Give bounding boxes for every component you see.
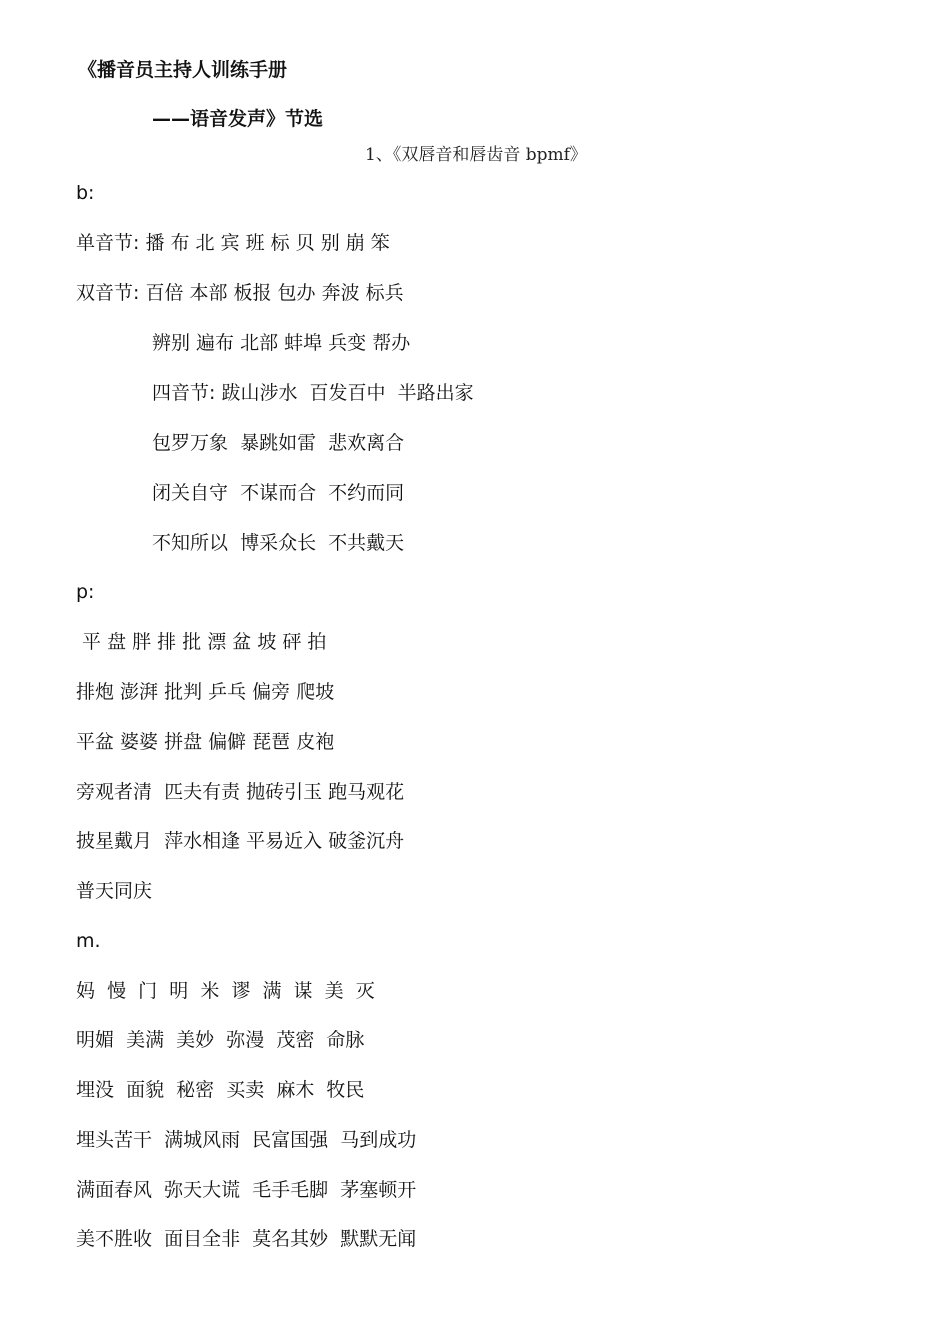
section-heading-m: m.: [76, 930, 101, 952]
m-line: 妈 慢 门 明 米 谬 满 谋 美 灭: [76, 980, 375, 1002]
p-line: 旁观者清 匹夫有责 抛砖引玉 跑马观花: [76, 781, 405, 803]
m-line: 美不胜收 面目全非 莫名其妙 默默无闻: [76, 1228, 417, 1250]
b-line: 包罗万象 暴跳如雷 悲欢离合: [152, 432, 405, 454]
p-line: 排炮 澎湃 批判 乒乓 偏旁 爬坡: [76, 681, 335, 703]
b-line: 闭关自守 不谋而合 不约而同: [152, 482, 405, 504]
b-line: 双音节: 百倍 本部 板报 包办 奔波 标兵: [76, 282, 404, 304]
document-title-line1: 《播音员主持人训练手册: [78, 59, 288, 81]
b-line: 不知所以 博采众长 不共戴天: [152, 532, 405, 554]
b-line: 单音节: 播 布 北 宾 班 标 贝 别 崩 笨: [76, 232, 390, 254]
document-title-line2: ——语音发声》节选: [152, 108, 324, 130]
p-line: 披星戴月 萍水相逢 平易近入 破釜沉舟: [76, 830, 405, 852]
b-line: 辨别 遍布 北部 蚌埠 兵变 帮办: [152, 332, 411, 354]
m-line: 满面春风 弥天大谎 毛手毛脚 茅塞顿开: [76, 1179, 417, 1201]
lesson-subtitle: 1、《双唇音和唇齿音 bpmf》: [365, 145, 587, 165]
p-line: 平盆 婆婆 拼盘 偏僻 琵琶 皮袍: [76, 731, 335, 753]
p-line: 平 盘 胖 排 批 漂 盆 坡 砰 拍: [76, 631, 327, 653]
p-line: 普天同庆: [76, 880, 153, 902]
section-heading-p: p:: [76, 581, 95, 603]
m-line: 埋头苦干 满城风雨 民富国强 马到成功: [76, 1129, 417, 1151]
section-heading-b: b:: [76, 182, 95, 204]
m-line: 埋没 面貌 秘密 买卖 麻木 牧民: [76, 1079, 365, 1101]
m-line: 明媚 美满 美妙 弥漫 茂密 命脉: [76, 1029, 365, 1051]
b-line: 四音节: 跋山涉水 百发百中 半路出家: [152, 382, 474, 404]
